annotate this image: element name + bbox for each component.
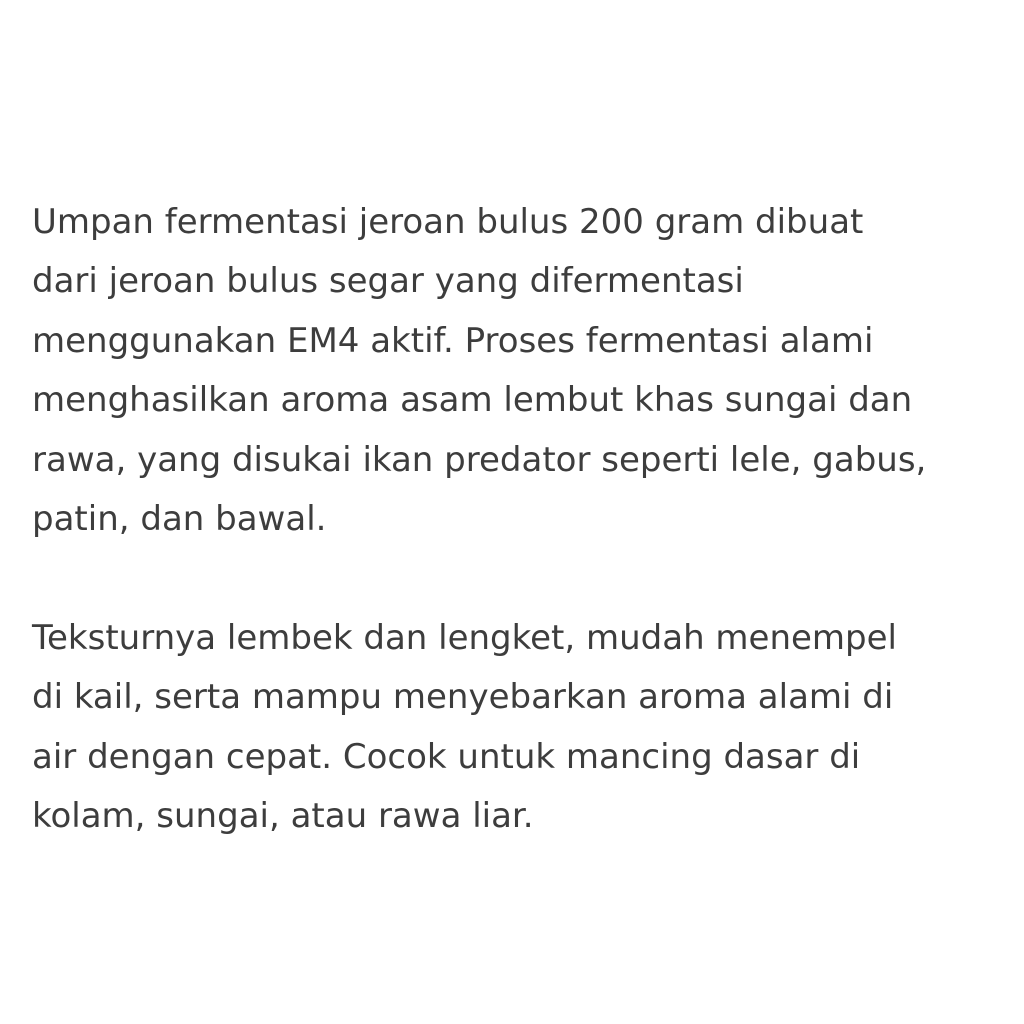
description-line: kolam, sungai, atau rawa liar. [32, 796, 534, 837]
description-line: Umpan fermentasi jeroan bulus 200 gram dibuat [32, 202, 864, 242]
description-line: patin, dan bawal. [32, 499, 327, 540]
description-line: Teksturnya lembek dan lengket, mudah menempel [32, 617, 897, 658]
description-paragraph-1 [32, 193, 1002, 549]
description-line: air dengan cepat. Cocok untuk mancing dasar di [32, 736, 861, 777]
description-line: menggunakan EM4 aktif. Proses fermentasi alami [32, 320, 874, 361]
description-paragraph-2 [32, 609, 1002, 847]
description-line: di kail, serta mampu menyebarkan aroma alami di [32, 677, 894, 718]
description-line: rawa, yang disukai ikan predator seperti lele, gabus, [32, 439, 927, 480]
description-line: menghasilkan aroma asam lembut khas sungai dan [32, 380, 913, 421]
description-line: dari jeroan bulus segar yang difermentasi [32, 261, 744, 302]
product-description [32, 193, 1002, 846]
